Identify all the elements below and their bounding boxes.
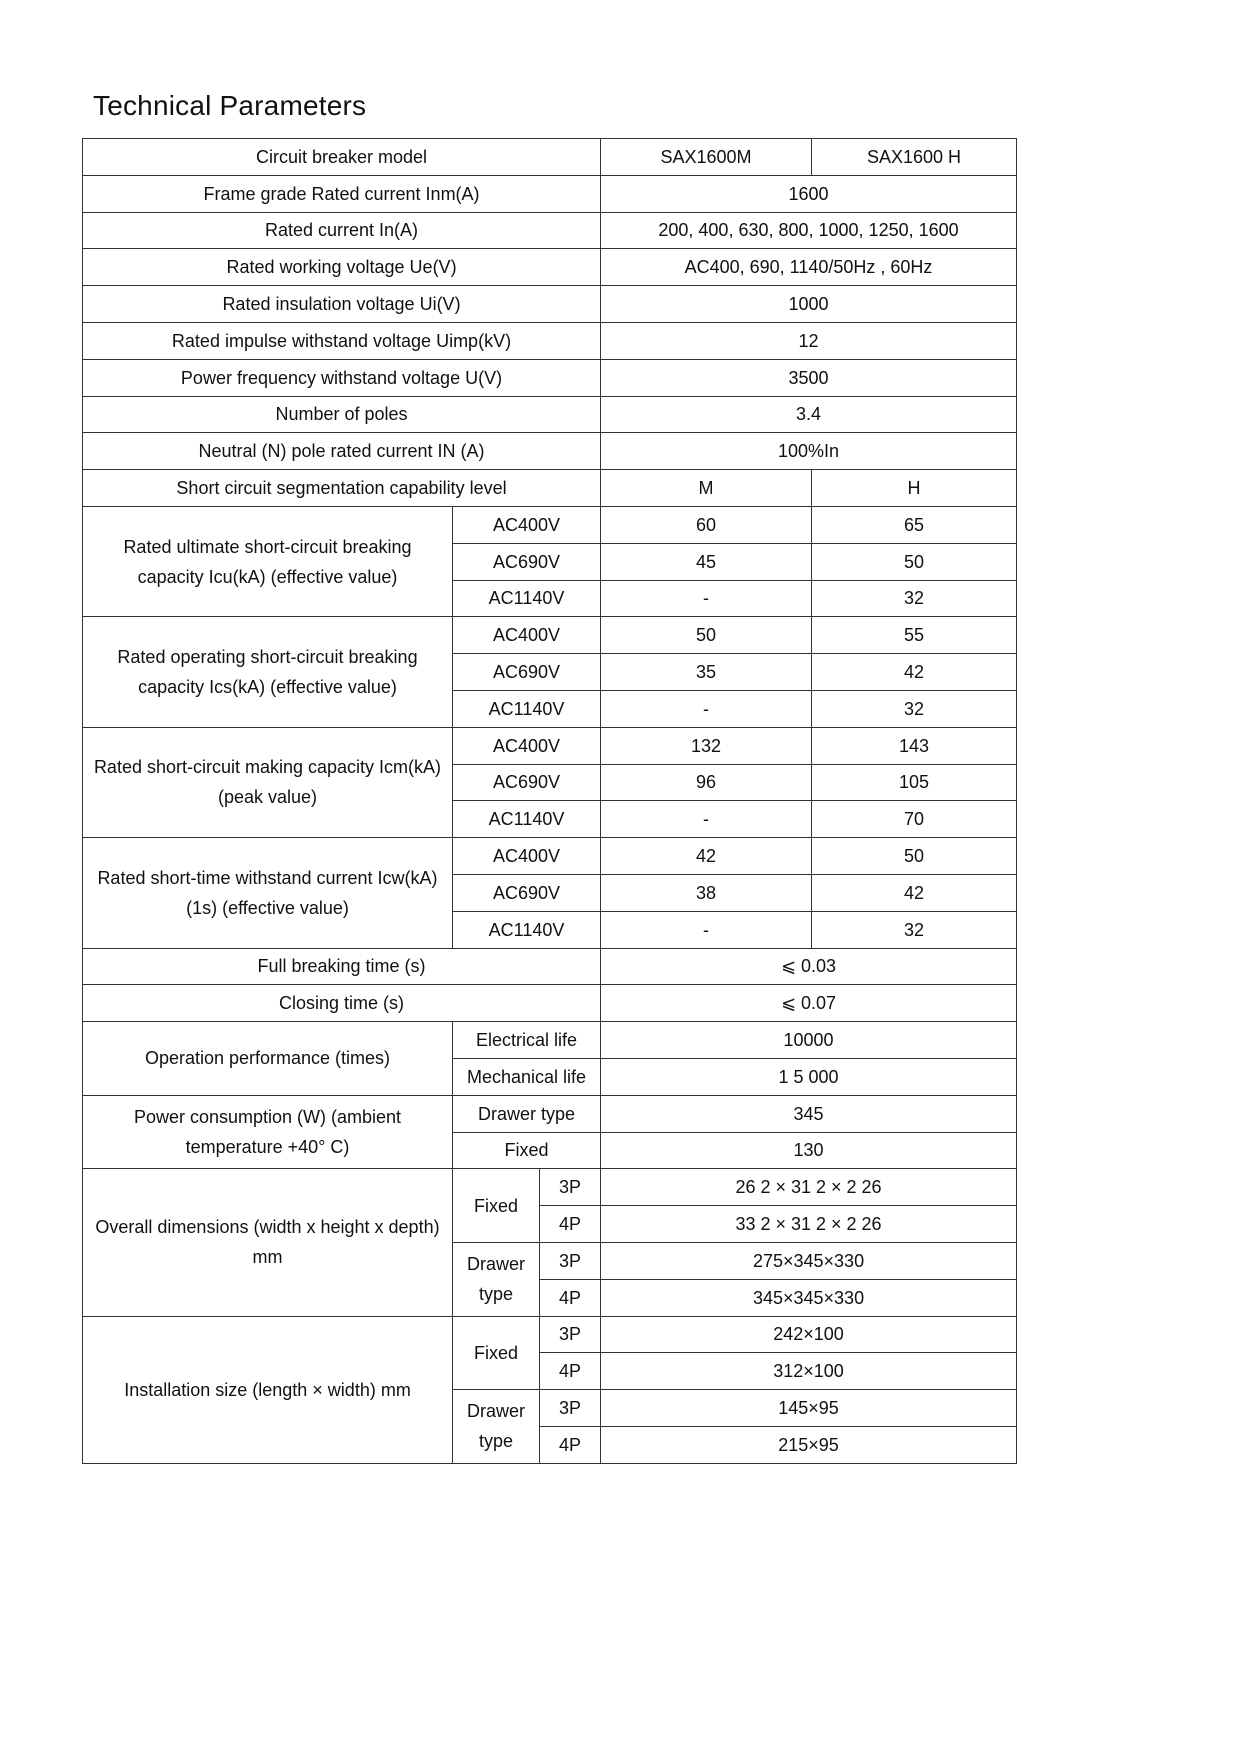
value-h: 55: [812, 617, 1017, 654]
poles-label: 4P: [540, 1279, 601, 1316]
value-m: -: [601, 801, 812, 838]
technical-parameters-table: [82, 138, 1017, 1464]
table-row: [83, 1169, 1017, 1206]
group-label-line2: capacity Ics(kA) (effective value): [138, 677, 397, 698]
value-h: 143: [812, 727, 1017, 764]
voltage-label: AC690V: [453, 543, 601, 580]
dimensions-label: [83, 1169, 453, 1316]
row-label: Neutral (N) pole rated current IN (A): [83, 433, 601, 470]
value-m: 42: [601, 838, 812, 875]
row-value: ⩽ 0.03: [601, 948, 1017, 985]
voltage-label: AC400V: [453, 617, 601, 654]
mount-drawer: [453, 1390, 540, 1464]
value-h: 65: [812, 506, 1017, 543]
group-label: [83, 617, 453, 727]
row-value: 12: [601, 322, 1017, 359]
group-label-line1: Rated operating short-circuit breaking: [117, 647, 418, 668]
row-value: 312×100: [601, 1353, 1017, 1390]
model-m: SAX1600M: [601, 139, 812, 176]
voltage-label: AC400V: [453, 838, 601, 875]
voltage-label: AC400V: [453, 727, 601, 764]
power-label-line2: temperature +40° C): [185, 1137, 350, 1158]
value-m: -: [601, 690, 812, 727]
row-value: ⩽ 0.07: [601, 985, 1017, 1022]
table-row: [83, 506, 1017, 543]
value-m: 132: [601, 727, 812, 764]
value-h: 50: [812, 543, 1017, 580]
row-value: 242×100: [601, 1316, 1017, 1353]
table-row: [83, 1022, 1017, 1059]
group-label: [83, 506, 453, 616]
row-label: Frame grade Rated current Inm(A): [83, 175, 601, 212]
table-row: [83, 175, 1017, 212]
voltage-label: AC1140V: [453, 801, 601, 838]
mount-fixed: Fixed: [453, 1316, 540, 1390]
voltage-label: AC1140V: [453, 690, 601, 727]
row-value: 3500: [601, 359, 1017, 396]
voltage-label: AC1140V: [453, 580, 601, 617]
model-h: SAX1600 H: [812, 139, 1017, 176]
voltage-label: AC690V: [453, 654, 601, 691]
voltage-label: AC400V: [453, 506, 601, 543]
row-value: 145×95: [601, 1390, 1017, 1427]
value-h: 105: [812, 764, 1017, 801]
page-title: Technical Parameters: [93, 90, 367, 121]
table-row: [83, 249, 1017, 286]
poles-label: 3P: [540, 1390, 601, 1427]
group-label-line1: Rated ultimate short-circuit breaking: [123, 536, 412, 557]
voltage-label: AC1140V: [453, 911, 601, 948]
value-m: 35: [601, 654, 812, 691]
group-label-line1: Rated short-time withstand current Icw(kA): [97, 867, 438, 888]
group-label: [83, 727, 453, 837]
table-header-row: [83, 139, 1017, 176]
dimensions-label-line2: mm: [252, 1247, 283, 1268]
row-label: Power frequency withstand voltage U(V): [83, 359, 601, 396]
sub-label: Mechanical life: [453, 1058, 601, 1095]
installation-label: Installation size (length × width) mm: [83, 1316, 453, 1463]
model-header-label: Circuit breaker model: [83, 139, 601, 176]
row-label: Rated working voltage Ue(V): [83, 249, 601, 286]
mount-drawer: [453, 1242, 540, 1316]
value-m: 60: [601, 506, 812, 543]
row-value: 100%In: [601, 433, 1017, 470]
table-row: [83, 948, 1017, 985]
table-row: [83, 470, 1017, 507]
voltage-label: AC690V: [453, 874, 601, 911]
row-value: 200, 400, 630, 800, 1000, 1250, 1600: [601, 212, 1017, 249]
value-m: 50: [601, 617, 812, 654]
table-row: [83, 838, 1017, 875]
value-h: 50: [812, 838, 1017, 875]
row-value: AC400, 690, 1140/50Hz , 60Hz: [601, 249, 1017, 286]
poles-label: 4P: [540, 1353, 601, 1390]
value-h: 42: [812, 874, 1017, 911]
poles-label: 3P: [540, 1169, 601, 1206]
sub-label: Electrical life: [453, 1022, 601, 1059]
group-label-line2: capacity Icu(kA) (effective value): [137, 566, 398, 587]
value-m: -: [601, 580, 812, 617]
value-h: 70: [812, 801, 1017, 838]
mount-fixed: Fixed: [453, 1169, 540, 1243]
row-label: Number of poles: [83, 396, 601, 433]
power-label: [83, 1095, 453, 1169]
voltage-label: AC690V: [453, 764, 601, 801]
dimensions-label-line1: Overall dimensions (width x height x depth): [95, 1217, 440, 1238]
row-label: Rated current In(A): [83, 212, 601, 249]
drawer-line1: Drawer: [466, 1254, 525, 1275]
value-h: 32: [812, 911, 1017, 948]
group-label: [83, 838, 453, 948]
row-value: 1600: [601, 175, 1017, 212]
row-value: 345×345×330: [601, 1279, 1017, 1316]
table-row: [83, 1316, 1017, 1353]
sub-label: Fixed: [453, 1132, 601, 1169]
operation-label: Operation performance (times): [83, 1022, 453, 1096]
row-label: Rated insulation voltage Ui(V): [83, 286, 601, 323]
value-m: 45: [601, 543, 812, 580]
table-row: [83, 359, 1017, 396]
level-h: H: [812, 470, 1017, 507]
value-m: 96: [601, 764, 812, 801]
row-value: 1 5 000: [601, 1058, 1017, 1095]
table-row: [83, 433, 1017, 470]
group-label-line2: (peak value): [217, 787, 318, 808]
sub-label: Drawer type: [453, 1095, 601, 1132]
table-row: [83, 727, 1017, 764]
table-row: [83, 322, 1017, 359]
row-label: Full breaking time (s): [83, 948, 601, 985]
group-label-line2: (1s) (effective value): [186, 897, 349, 918]
poles-label: 3P: [540, 1316, 601, 1353]
row-value: 215×95: [601, 1426, 1017, 1463]
table-row: [83, 985, 1017, 1022]
table-row: [83, 1095, 1017, 1132]
value-h: 32: [812, 580, 1017, 617]
group-label-line1: Rated short-circuit making capacity Icm(kA): [93, 757, 442, 778]
row-value: 10000: [601, 1022, 1017, 1059]
row-value: 345: [601, 1095, 1017, 1132]
drawer-line1: Drawer: [466, 1401, 525, 1422]
row-value: 26 2 × 31 2 × 2 26: [601, 1169, 1017, 1206]
row-value: 130: [601, 1132, 1017, 1169]
value-m: 38: [601, 874, 812, 911]
row-value: 1000: [601, 286, 1017, 323]
value-m: -: [601, 911, 812, 948]
row-value: 275×345×330: [601, 1242, 1017, 1279]
drawer-line2: type: [478, 1431, 514, 1452]
row-label: Rated impulse withstand voltage Uimp(kV): [83, 322, 601, 359]
row-label: Closing time (s): [83, 985, 601, 1022]
row-value: 3.4: [601, 396, 1017, 433]
table-row: [83, 212, 1017, 249]
level-m: M: [601, 470, 812, 507]
row-label: Short circuit segmentation capability level: [83, 470, 601, 507]
drawer-line2: type: [478, 1284, 514, 1305]
table-row: [83, 396, 1017, 433]
table-row: [83, 286, 1017, 323]
power-label-line1: Power consumption (W) (ambient: [133, 1107, 402, 1128]
poles-label: 3P: [540, 1242, 601, 1279]
table-row: [83, 617, 1017, 654]
row-value: 33 2 × 31 2 × 2 26: [601, 1206, 1017, 1243]
value-h: 32: [812, 690, 1017, 727]
value-h: 42: [812, 654, 1017, 691]
poles-label: 4P: [540, 1426, 601, 1463]
poles-label: 4P: [540, 1206, 601, 1243]
